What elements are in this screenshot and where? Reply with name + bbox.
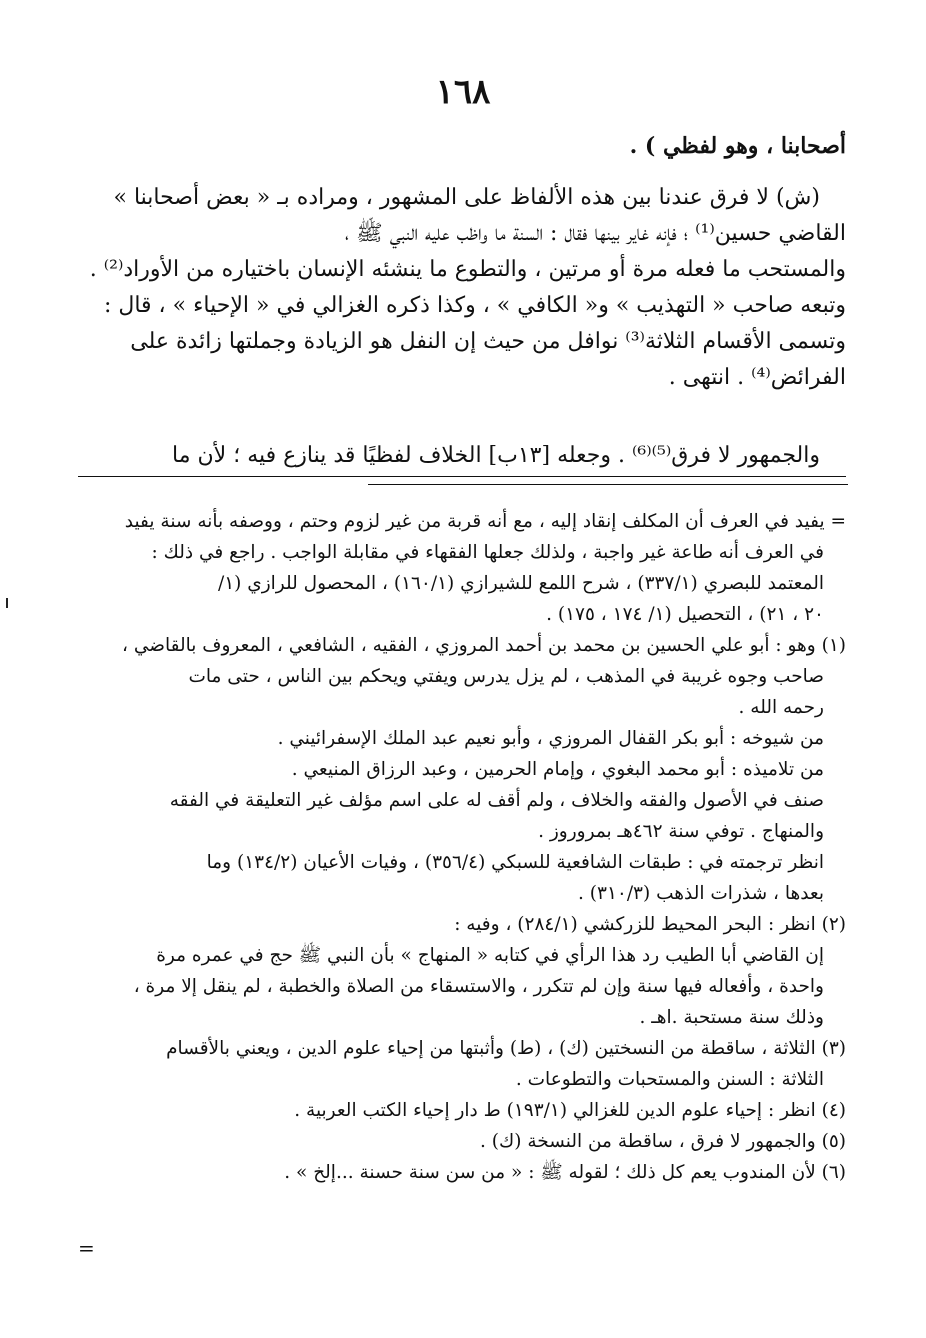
footnote-line: في العرف أنه طاعة غير واجبة ، ولذلك جعلها الفقهاء في مقابلة الواجب . راجع في ذلك : bbox=[151, 542, 824, 563]
footnote-line: (٣) الثلاثة ، ساقطة من النسختين (ك) ، (ط) وأثبتها من إحياء علوم الدين ، ويعني بالأقسام bbox=[166, 1038, 846, 1059]
main-line: الفرائض⁽⁴⁾ . انتهى . bbox=[668, 365, 846, 390]
footnote-line: الثلاثة : السنن والمستحبات والتطوعات . bbox=[515, 1069, 824, 1090]
main-line: القاضي حسين⁽¹⁾ ؛ فإنه غاير بينها فقال : السنة ما واظب عليه النبي ﷺ ، bbox=[344, 221, 846, 246]
footnote-line: (٥) والجمهور لا فرق ، ساقطة من النسخة (ك) . bbox=[480, 1131, 846, 1152]
footnote-line: (١) وهو : أبو علي الحسين بن محمد بن أحمد المروزي ، الفقيه ، الشافعي ، المعروف بالقاضي ، bbox=[122, 635, 846, 656]
footnote-line: = يفيد في العرف أن المكلف إنقاد إليه ، مع أنه قربة من غير لزوم وحتم ، ووصفه بأنه سنة يفيد bbox=[124, 511, 846, 532]
main-line: وتسمى الأقسام الثلاثة⁽³⁾ نوافل من حيث إن النفل هو الزيادة وجملتها زائدة على bbox=[130, 329, 846, 354]
footnote-line: من شيوخه : أبو بكر القفال المروزي ، وأبو نعيم عبد الملك الإسفرائيني . bbox=[277, 728, 824, 749]
main-paragraph bbox=[78, 180, 846, 396]
main-underline bbox=[78, 476, 846, 477]
footnote-line: انظر ترجمته في : طبقات الشافعية للسبكي (٣٥٦/٤) ، وفيات الأعيان (١٣٤/٢) وما bbox=[206, 852, 824, 873]
footnote-line: إن القاضي أبا الطيب رد هذا الرأي في كتابه « المنهاج » بأن النبي ﷺ حج في عمره مرة bbox=[156, 945, 824, 966]
footnote-line: صنف في الأصول والفقه والخلاف ، ولم أقف له على اسم مؤلف غير التعليقة في الفقه bbox=[169, 790, 824, 811]
footnote-line: (٤) انظر : إحياء علوم الدين للغزالي (١٩٣/١) ط دار إحياء الكتب العربية . bbox=[294, 1100, 846, 1121]
main-line: وتبعه صاحب « التهذيب » و« الكافي » ، وكذا ذكره الغزالي في « الإحياء » ، قال : bbox=[103, 293, 846, 318]
footnote-separator bbox=[368, 484, 848, 485]
main-paragraph-2 bbox=[78, 438, 846, 474]
main-line: والجمهور لا فرق⁽⁵⁾⁽⁶⁾ . وجعله [١٣ب] الخلاف لفظيًا قد ينازع فيه ؛ لأن ما bbox=[172, 443, 820, 468]
main-line: أصحابنا ، وهو لفظي ) . bbox=[629, 133, 846, 159]
footnote-line: (٦) لأن المندوب يعم كل ذلك ؛ لقوله ﷺ : « من سن سنة حسنة ...إلخ » . bbox=[284, 1162, 846, 1183]
footnote-line: بعدها ، شذرات الذهب (٣١٠/٣) . bbox=[578, 883, 824, 904]
main-line: والمستحب ما فعله مرة أو مرتين ، والتطوع ما ينشئه الإنسان باختياره من الأوراد⁽²⁾ . bbox=[89, 257, 846, 282]
footnote-line: واحدة ، وأفعاله فيها سنة وإن لم تتكرر ، والاستسقاء من الصلاة والخطبة ، لم ينقل إلا مرة ، bbox=[133, 976, 824, 997]
footnote-line: المعتمد للبصري (٣٣٧/١) ، شرح اللمع للشيرازي (١٦٠/١) ، المحصول للرازي (١/ bbox=[217, 573, 824, 594]
footnote-line: رحمه الله . bbox=[738, 697, 824, 718]
footnote-line: صاحب وجوه غريبة في المذهب ، لم يزل يدرس ويفتي ويحكم بين الناس ، حتى مات bbox=[188, 666, 824, 687]
footnote-line: (٢) انظر : البحر المحيط للزركشي (٢٨٤/١) ، وفيه : bbox=[454, 914, 846, 935]
footnotes bbox=[78, 506, 846, 1188]
footnote-line: ٢٠ ، ٢١) ، التحصيل (١/ ١٧٤ ، ١٧٥) . bbox=[546, 604, 824, 625]
main-line: (ش) لا فرق عندنا بين هذه الألفاظ على المشهور ، ومراده بـ « بعض أصحابنا » bbox=[113, 185, 820, 210]
continuation-mark: = bbox=[78, 1236, 95, 1260]
page-number: ١٦٨ bbox=[435, 72, 491, 112]
footnote-line: والمنهاج . توفي سنة ٤٦٢هـ بمروروز . bbox=[538, 821, 824, 842]
footnote-line: من تلاميذه : أبو محمد البغوي ، وإمام الحرمين ، وعبد الرزاق المنيعي . bbox=[291, 759, 824, 780]
margin-speck bbox=[6, 598, 8, 608]
main-text bbox=[78, 128, 846, 164]
footnote-line: وذلك سنة مستحبة .اهـ . bbox=[639, 1007, 824, 1028]
